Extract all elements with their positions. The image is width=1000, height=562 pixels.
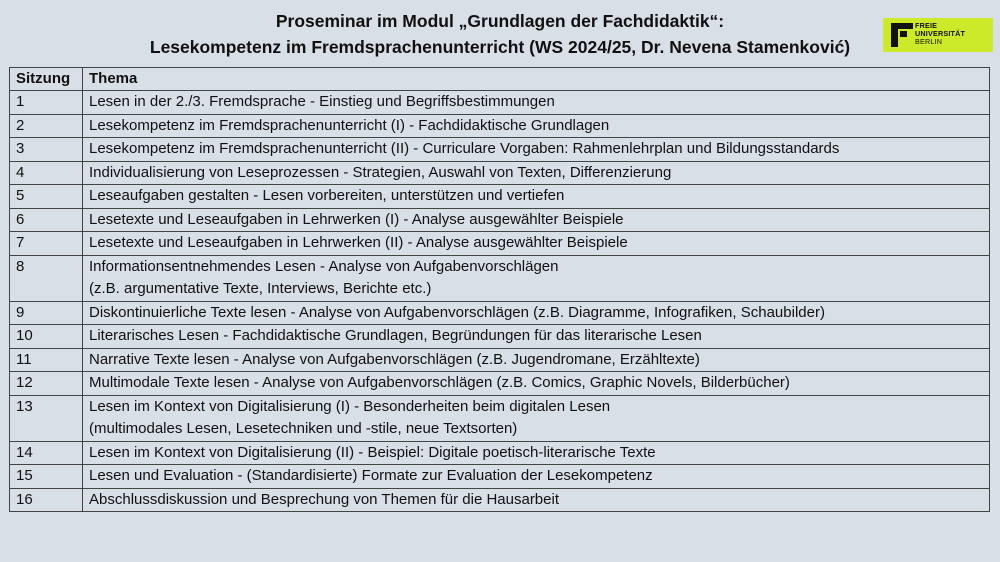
- topic-line: Lesekompetenz im Fremdsprachenunterricht (I) - Fachdidaktische Grundlagen: [89, 116, 610, 134]
- logo-line-2: UNIVERSITÄT: [915, 29, 966, 38]
- session-number: 16: [10, 488, 83, 512]
- session-topic: [83, 255, 990, 301]
- session-number: 11: [10, 348, 83, 372]
- session-topic: [83, 138, 990, 162]
- topic-line: Lesetexte und Leseaufgaben in Lehrwerken (II) - Analyse ausgewählter Beispiele: [89, 234, 628, 251]
- topic-line: Lesen im Kontext von Digitalisierung (I) - Besonderheiten beim digitalen Lesen: [89, 397, 611, 415]
- table-row: [10, 255, 990, 301]
- table-row: [10, 465, 990, 489]
- session-number: 8: [10, 255, 83, 301]
- session-topic: [83, 91, 990, 115]
- table-row: [10, 348, 990, 372]
- topic-line: Diskontinuierliche Texte lesen - Analyse von Aufgabenvorschlägen (z.B. Diagramme, Infografiken, Schaubilder): [89, 303, 825, 321]
- session-number: 6: [10, 208, 83, 232]
- table-row: [10, 395, 990, 441]
- table-header-row: [10, 68, 990, 91]
- header-thema: Thema: [83, 68, 990, 91]
- session-number: 10: [10, 325, 83, 349]
- topic-line: Abschlussdiskussion und Besprechung von Themen für die Hausarbeit: [89, 490, 559, 508]
- session-number: 7: [10, 232, 83, 256]
- session-topic: [83, 232, 990, 256]
- session-topic: [83, 208, 990, 232]
- session-number: 5: [10, 185, 83, 209]
- table-row: [10, 488, 990, 512]
- session-table: [9, 67, 990, 512]
- session-topic: [83, 395, 990, 441]
- title-line-1: Proseminar im Modul „Grundlagen der Fachdidaktik“:: [275, 11, 725, 31]
- topic-line: Lesen im Kontext von Digitalisierung (II) - Beispiel: Digitale poetisch-literarische Texte: [89, 443, 656, 461]
- topic-line: Lesen in der 2./3. Fremdsprache - Einstieg und Begriffsbestimmungen: [89, 93, 555, 110]
- session-number: 2: [10, 114, 83, 138]
- university-logo: [883, 18, 993, 52]
- title-line-2: Lesekompetenz im Fremdsprachenunterricht (WS 2024/25, Dr. Nevena Stamenković): [149, 37, 851, 57]
- session-topic: [83, 488, 990, 512]
- table-row: [10, 114, 990, 138]
- table-row: [10, 441, 990, 465]
- table-row: [10, 325, 990, 349]
- table-row: [10, 372, 990, 396]
- session-number: 13: [10, 395, 83, 441]
- topic-line: Literarisches Lesen - Fachdidaktische Grundlagen, Begründungen für das literarische Lesen: [89, 327, 702, 344]
- logo-line-3: BERLIN: [915, 37, 943, 46]
- session-topic: [83, 301, 990, 325]
- session-topic: [83, 372, 990, 396]
- table-row: [10, 185, 990, 209]
- topic-line: Narrative Texte lesen - Analyse von Aufgabenvorschlägen (z.B. Jugendromane, Erzähltexte): [89, 350, 700, 368]
- session-number: 1: [10, 91, 83, 115]
- topic-line: Lesen und Evaluation - (Standardisierte) Formate zur Evaluation der Lesekompetenz: [89, 467, 653, 484]
- session-number: 9: [10, 301, 83, 325]
- session-number: 3: [10, 138, 83, 162]
- table-row: [10, 232, 990, 256]
- session-topic: [83, 114, 990, 138]
- logo-line-1: FREIE: [915, 21, 938, 30]
- page-title: [0, 8, 1000, 60]
- session-number: 12: [10, 372, 83, 396]
- topic-line: Lesetexte und Leseaufgaben in Lehrwerken (I) - Analyse ausgewählter Beispiele: [89, 210, 624, 228]
- topic-line: Leseaufgaben gestalten - Lesen vorbereiten, unterstützen und vertiefen: [89, 187, 565, 204]
- header-sitzung: Sitzung: [10, 68, 83, 91]
- session-topic: [83, 325, 990, 349]
- session-topic: [83, 348, 990, 372]
- topic-line: Multimodale Texte lesen - Analyse von Aufgabenvorschlägen (z.B. Comics, Graphic Novels, Bilderbücher): [89, 374, 790, 391]
- table-row: [10, 91, 990, 115]
- session-topic: [83, 465, 990, 489]
- topic-line: (multimodales Lesen, Lesetechniken und -stile, neue Textsorten): [89, 420, 518, 437]
- session-number: 15: [10, 465, 83, 489]
- table-row: [10, 138, 990, 162]
- topic-line: (z.B. argumentative Texte, Interviews, Berichte etc.): [89, 280, 432, 297]
- session-number: 14: [10, 441, 83, 465]
- topic-line: Individualisierung von Leseprozessen - Strategien, Auswahl von Texten, Differenzierung: [89, 163, 672, 181]
- logo-mark-icon: [891, 23, 913, 47]
- session-topic: [83, 441, 990, 465]
- session-topic: [83, 185, 990, 209]
- topic-line: Lesekompetenz im Fremdsprachenunterricht (II) - Curriculare Vorgaben: Rahmenlehrplan und Bildungsstandards: [89, 140, 840, 157]
- table-row: [10, 208, 990, 232]
- topic-line: Informationsentnehmendes Lesen - Analyse von Aufgabenvorschlägen: [89, 257, 559, 275]
- table-row: [10, 161, 990, 185]
- session-number: 4: [10, 161, 83, 185]
- table-row: [10, 301, 990, 325]
- session-topic: [83, 161, 990, 185]
